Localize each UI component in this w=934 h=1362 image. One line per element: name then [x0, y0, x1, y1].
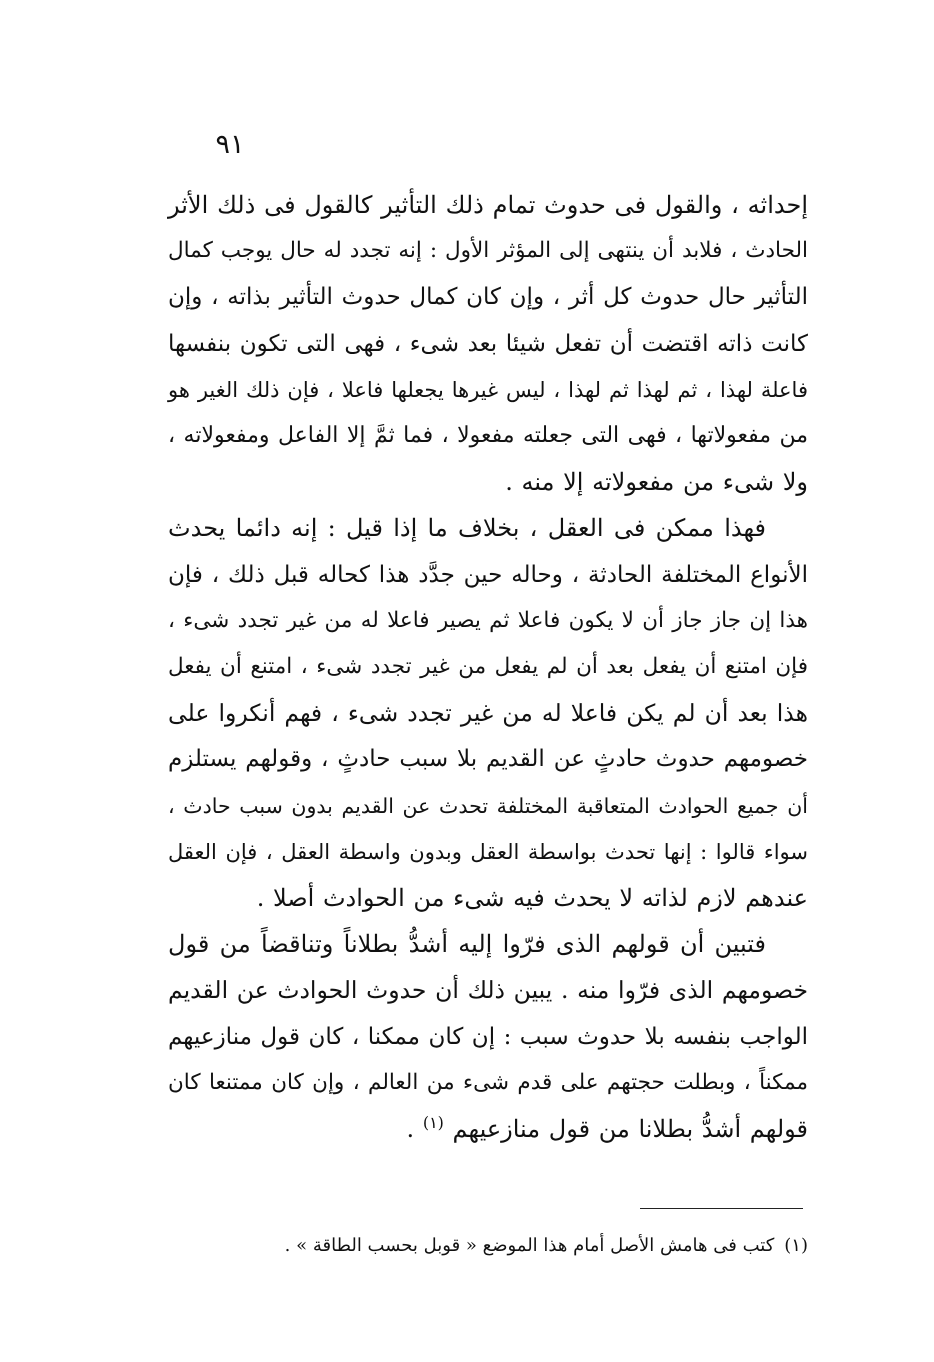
text-line: هذا إن جاز جاز أن لا يكون فاعلا ثم يصير فاعلا له من غير تجدد شىء ،: [168, 607, 808, 633]
closing-punctuation: .: [406, 1115, 423, 1144]
footnote-text: كتب فى هامش الأصل أمام هذا الموضع « قوبل بحسب الطاقة » .: [284, 1235, 775, 1256]
text-line: فتبين أن قولهم الذى فرّوا إليه أشدُّ بطلاناً وتناقضاً من قول: [168, 930, 766, 959]
text-line: خصومهم حدوث حادثٍ عن القديم بلا سبب حادثٍ ، وقولهم يستلزم: [168, 746, 808, 773]
text-line: هذا بعد أن لم يكن فاعلا له من غير تجدد شىء ، فهم أنكروا على: [168, 699, 808, 728]
text-line: ولا شىء من مفعولاته إلا منه .: [505, 468, 808, 497]
text-line: خصومهم الذى فرّوا منه . يبين ذلك أن حدوث الحوادث عن القديم: [168, 976, 808, 1005]
footnote-marker: (١): [422, 1113, 444, 1133]
text-segment: قولهم أشدُّ بطلانا من قول منازعيهم: [452, 1115, 808, 1144]
text-line: ممكناً ، وبطلت حجتهم على قدم شىء من العالم ، وإن كان ممتنعا كان: [168, 1069, 808, 1095]
text-line: من مفعولاتها ، فهى التى جعلته مفعولا ، فما ثمَّ إلا الفاعل ومفعولاته ،: [168, 423, 808, 449]
text-line: كانت ذاته اقتضت أن تفعل شيئا بعد شىء ، فهى التى تكون بنفسها: [168, 330, 808, 357]
body-text: [168, 182, 808, 1152]
text-line: إحداثه ، والقول فى حدوث تمام ذلك التأثير كالقول فى ذلك الأثر: [168, 191, 808, 219]
text-line: فهذا ممكن فى العقل ، بخلاف ما إذا قيل : إنه دائما يحدث: [168, 514, 766, 543]
paragraph-3: [168, 921, 808, 1152]
text-line: سواء قالوا : إنها تحدث بواسطة العقل وبدون واسطة العقل ، فإن العقل: [168, 839, 808, 864]
text-line: الأنواع المختلفة الحادثة ، وحاله حين جدَّد هذا كحاله قبل ذلك ، فإن: [168, 561, 808, 588]
text-line-with-footnote: [168, 1106, 808, 1152]
footnote: [168, 1232, 808, 1260]
footnote-number: (١): [784, 1235, 808, 1256]
text-line: فاعلة لهذا ، ثم لهذا ثم لهذا ، ليس غيرها يجعلها فاعلا ، فإن ذلك الغير هو: [168, 377, 808, 402]
text-line: التأثير حال حدوث كل أثر ، وإن كان كمال حدوث التأثير بذاته ، وإن: [168, 284, 808, 311]
paragraph-2: [168, 505, 808, 921]
text-line: الحادث ، فلابد أن ينتهى إلى المؤثر الأول : إنه تجدد له حال يوجب كمال: [168, 238, 808, 264]
paragraph-1: [168, 182, 808, 505]
page-number: ٩١: [215, 129, 245, 160]
text-line: الواجب بنفسه بلا حدوث سبب : إن كان ممكنا ، كان قول منازعيهم: [168, 1023, 808, 1050]
text-line: فإن امتنع أن يفعل بعد أن لم يفعل من غير تجدد شىء ، امتنع أن يفعل: [168, 654, 808, 680]
footnote-divider: [640, 1208, 803, 1209]
text-line: عندهم لازم لذاته لا يحدث فيه شىء من الحوادث أصلا .: [256, 884, 808, 913]
text-line: أن جميع الحوادث المتعاقبة المختلفة تحدث عن القديم بدون سبب حادث ،: [168, 793, 808, 818]
